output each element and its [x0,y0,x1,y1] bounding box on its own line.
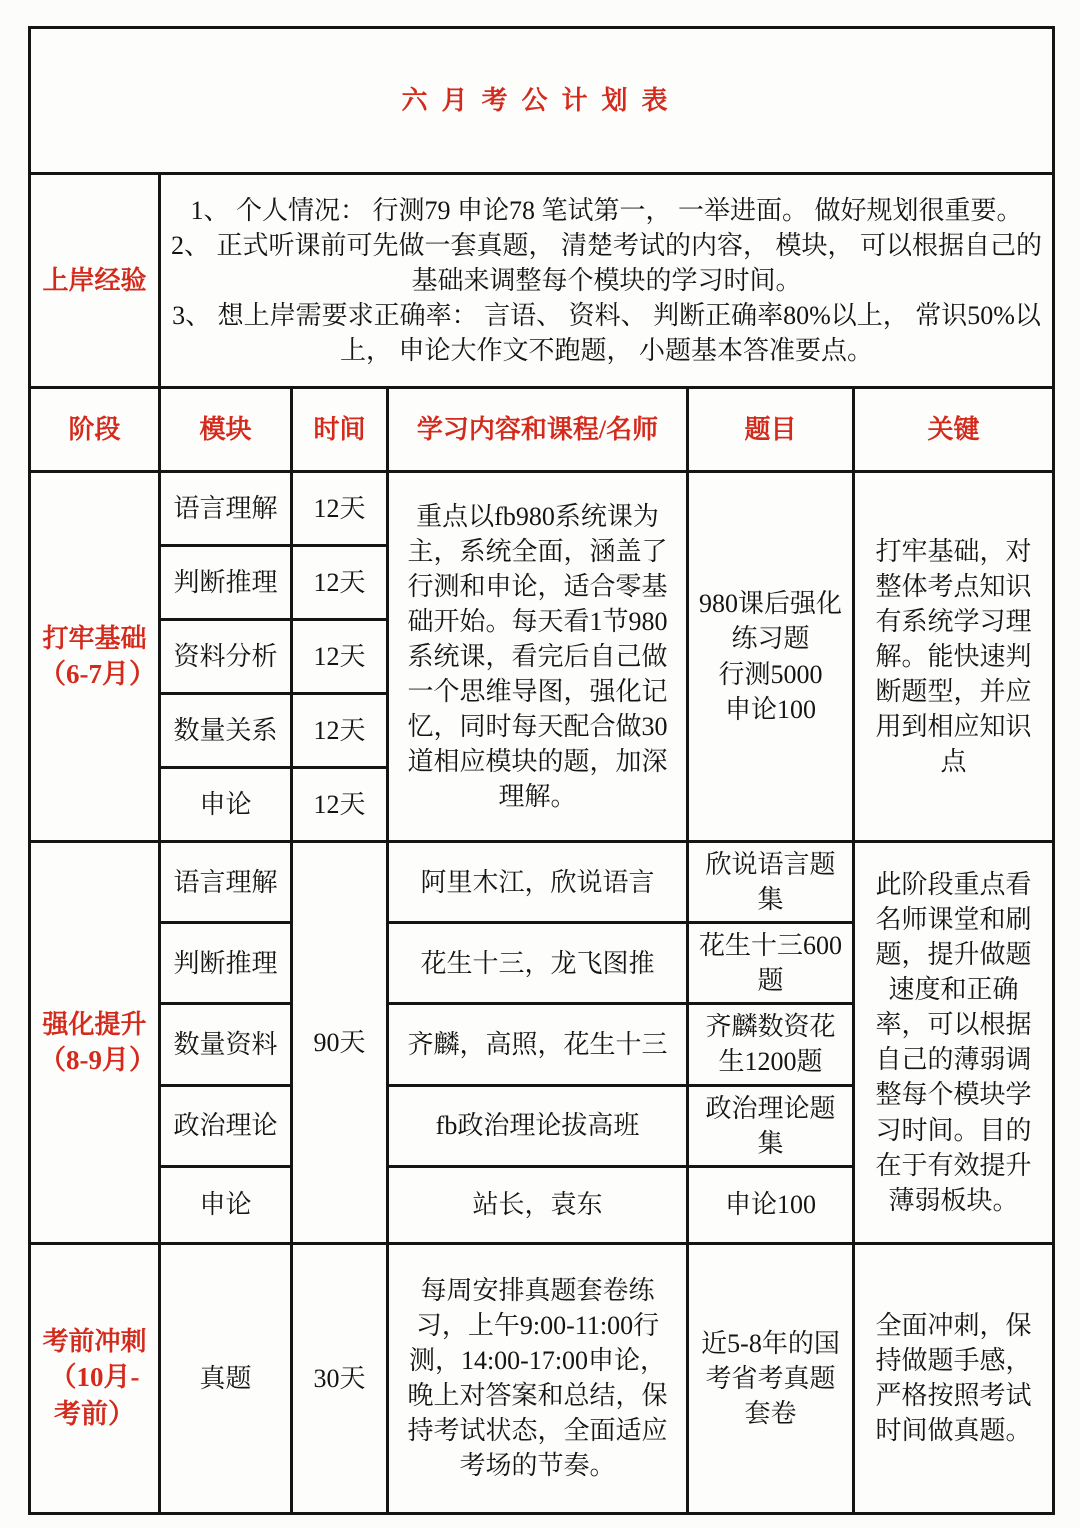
stage1-time-1: 12天 [292,472,388,546]
col-header-module: 模块 [160,388,292,472]
stage2-module-3: 数量资料 [160,1004,292,1085]
stage3-module: 真题 [160,1243,292,1513]
stage2-key: 此阶段重点看名师课堂和刷题，提升做题速度和正确率，可以根据自己的薄弱调整每个模块学习时间。目的在于有效提升薄弱板块。 [854,842,1054,1244]
stage2-questions-1: 欣说语言题集 [688,842,854,923]
stage2-period: （8-9月） [39,1044,156,1075]
experience-label: 上岸经验 [30,174,160,388]
stage2-content-2: 花生十三，龙飞图推 [388,923,688,1004]
stage2-questions-5: 申论100 [688,1166,854,1243]
stage2-module-4: 政治理论 [160,1085,292,1166]
stage2-content-3: 齐麟，高照，花生十三 [388,1004,688,1085]
stage2-questions-3: 齐麟数资花生1200题 [688,1004,854,1085]
experience-line-1: 1、 个人情况： 行测79 申论78 笔试第一， 一举进面。 做好规划很重要。 [190,195,1023,225]
col-header-time: 时间 [292,388,388,472]
stage1-questions-line-1: 980课后强化练习题 [698,589,842,654]
stage2-questions-4: 政治理论题集 [688,1085,854,1166]
col-header-questions: 题目 [688,388,854,472]
stage1-module-4: 数量关系 [160,694,292,768]
stage1-name-cell [30,472,160,842]
stage3-period: （10月-考前） [49,1362,140,1429]
stage2-content-5: 站长，袁东 [388,1166,688,1243]
stage2-name: 强化提升 [42,1009,147,1039]
stage2-questions-2: 花生十三600题 [688,923,854,1004]
col-header-content: 学习内容和课程/名师 [388,388,688,472]
stage1-questions-line-2: 行测5000 [718,659,823,689]
stage1-time-2: 12天 [292,546,388,620]
stage1-time-5: 12天 [292,768,388,842]
stage1-module-3: 资料分析 [160,620,292,694]
stage3-time: 30天 [292,1243,388,1513]
col-header-key: 关键 [854,388,1054,472]
stage1-questions [688,472,854,842]
stage1-period: （6-7月） [39,658,156,689]
stage1-module-2: 判断推理 [160,546,292,620]
stage1-module-1: 语言理解 [160,472,292,546]
stage2-content-4: fb政治理论拔高班 [388,1085,688,1166]
stage2-module-1: 语言理解 [160,842,292,923]
stage1-time-4: 12天 [292,694,388,768]
col-header-stage: 阶段 [30,388,160,472]
stage1-name: 打牢基础 [42,623,147,653]
experience-line-3: 3、 想上岸需要求正确率： 言语、 资料、 判断正确率80%以上， 常识50%以上， 申论大作文不跑题， 小题基本答准要点。 [172,301,1041,366]
experience-line-2: 2、 正式听课前可先做一套真题， 清楚考试的内容， 模块， 可以根据自己的基础来调整每个模块的学习时间。 [171,230,1043,295]
stage2-content-1: 阿里木江，欣说语言 [388,842,688,923]
page-title: 六月考公计划表 [30,28,1054,174]
stage3-name: 考前冲刺 [42,1327,147,1357]
stage1-key: 打牢基础，对整体考点知识有系统学习理解。能快速判断题型，并应用到相应知识点 [854,472,1054,842]
stage2-name-cell [30,842,160,1244]
stage2-time: 90天 [292,842,388,1244]
stage1-questions-line-3: 申论100 [724,694,816,724]
stage3-questions: 近5-8年的国考省考真题套卷 [688,1243,854,1513]
stage3-key: 全面冲刺，保持做题手感，严格按照考试时间做真题。 [854,1243,1054,1513]
stage2-module-2: 判断推理 [160,923,292,1004]
stage3-name-cell [30,1243,160,1513]
plan-table [28,26,1055,1515]
stage1-time-3: 12天 [292,620,388,694]
stage1-content: 重点以fb980系统课为主，系统全面，涵盖了行测和申论，适合零基础开始。每天看1节980系统课，看完后自己做一个思维导图，强化记忆，同时每天配合做30道相应模块的题，加深理解。 [388,472,688,842]
stage3-content: 每周安排真题套卷练习，上午9:00-11:00行测，14:00-17:00申论，晚上对答案和总结，保持考试状态，全面适应考场的节奏。 [388,1243,688,1513]
stage2-module-5: 申论 [160,1166,292,1243]
stage1-module-5: 申论 [160,768,292,842]
experience-text [160,174,1054,388]
